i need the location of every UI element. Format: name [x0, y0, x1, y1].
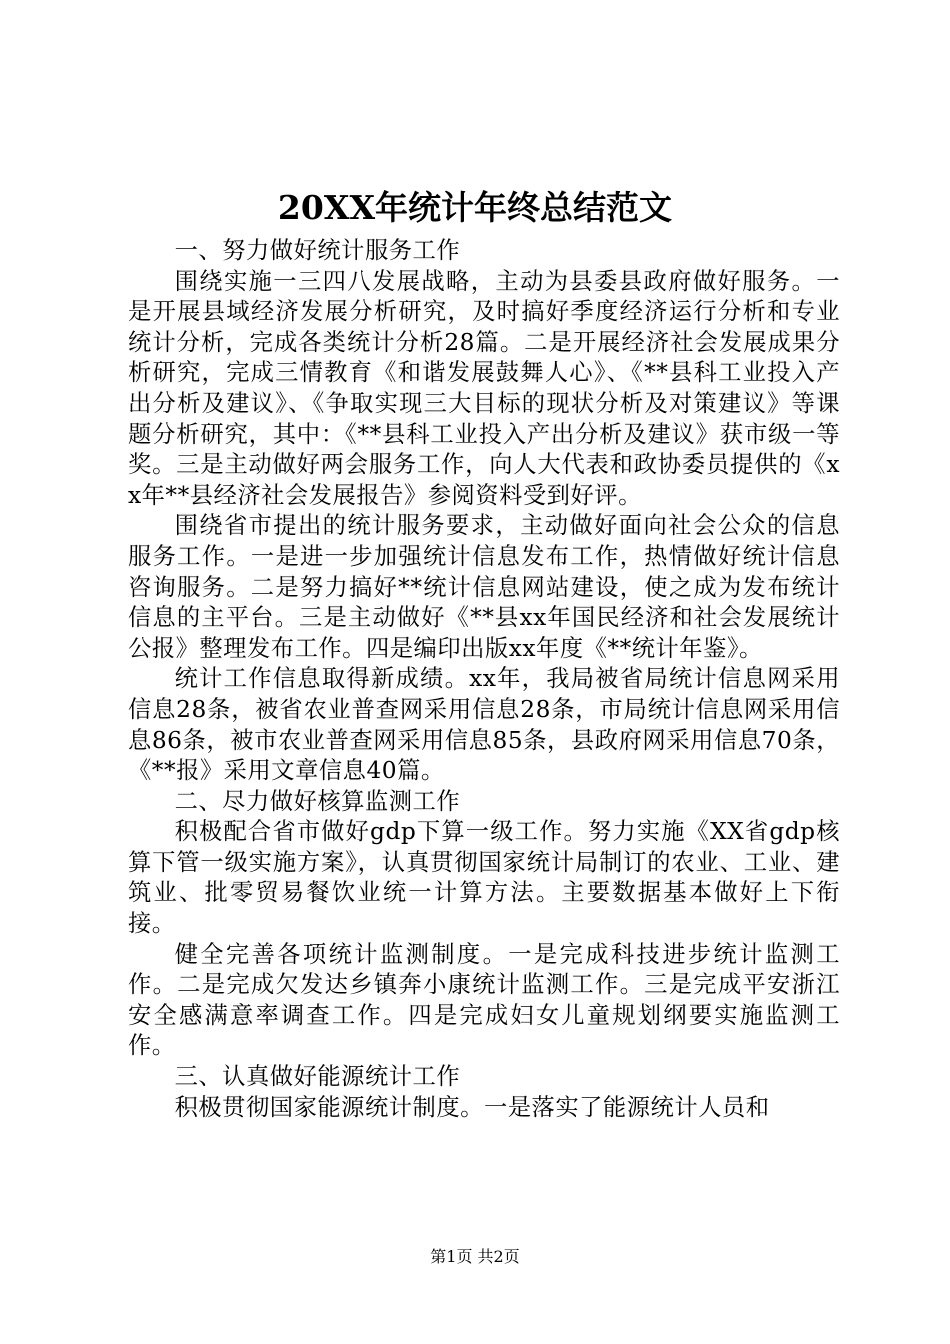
section-heading: 一、努力做好统计服务工作: [174, 237, 461, 264]
document-body: [128, 236, 840, 1123]
section-3: [128, 1062, 840, 1123]
paragraph: 健全完善各项统计监测制度。一是完成科技进步统计监测工作。二是完成欠发达乡镇奔小康统计监测工作。三是完成平安浙江安全感满意率调查工作。四是完成妇女儿童规划纲要实施监测工作。: [128, 940, 840, 1060]
section-2: [128, 787, 840, 1062]
section-heading: 二、尽力做好核算监测工作: [174, 787, 461, 815]
paragraph: 围绕实施一三四八发展战略，主动为县委县政府做好服务。一是开展县域经济发展分析研究，及时搞好季度经济运行分析和专业统计分析，完成各类统计分析28篇。二是开展经济社会发展成果分析研究，完成三情教育《和谐发展鼓舞人心》、《**县科工业投入产出分析及建议》、《争取实现三大目标的现状分析及对策建议》等课题分析研究，其中：《**县科工业投入产出分析及建议》获市级一等奖。三是主动做好两会服务工作，向人大代表和政协委员提供的《xx年**县经济社会发展报告》参阅资料受到好评。: [128, 267, 840, 509]
section-heading: 三、认真做好能源统计工作: [174, 1063, 461, 1091]
paragraph: 积极配合省市做好gdp下算一级工作。努力实施《XX省gdp核算下管一级实施方案》，认真贯彻国家统计局制订的农业、工业、建筑业、批零贸易餐饮业统一计算方法。主要数据基本做好上下衔接。: [128, 818, 840, 938]
paragraph: 围绕省市提出的统计服务要求，主动做好面向社会公众的信息服务工作。一是进一步加强统计信息发布工作，热情做好统计信息咨询服务。二是努力搞好**统计信息网站建设，使之成为发布统计信息的主平台。三是主动做好《**县xx年国民经济和社会发展统计公报》整理发布工作。四是编印出版xx年度《**统计年鉴》。: [128, 512, 840, 662]
paragraph: 积极贯彻国家能源统计制度。一是落实了能源统计人员和: [174, 1093, 770, 1121]
paragraph: 统计工作信息取得新成绩。xx年，我局被省局统计信息网采用信息28条，被省农业普查网采用信息28条，市局统计信息网采用信息86条，被市农业普查网采用信息85条，县政府网采用信息70条，《**报》采用文章信息40篇。: [128, 665, 840, 785]
page-footer: 第1页 共2页: [430, 1247, 520, 1266]
section-1: [128, 236, 840, 787]
document-title: 20XX年统计年终总结范文: [277, 188, 673, 227]
